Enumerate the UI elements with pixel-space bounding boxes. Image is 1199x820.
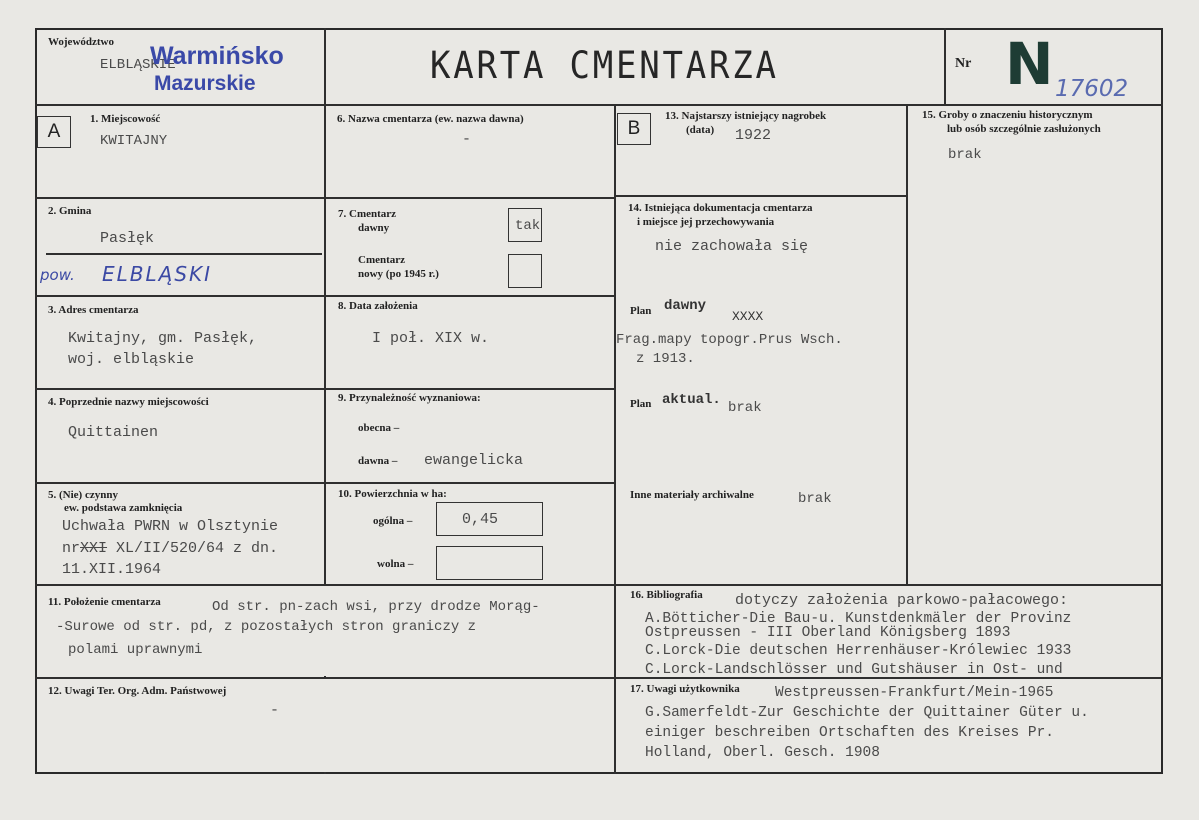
field-14-plan-struck: XXXX (732, 309, 764, 324)
field-14-plan2-value: brak (728, 400, 762, 416)
nr-number: 17602 (1055, 76, 1129, 102)
field-3-line2: woj. elbląskie (68, 351, 195, 368)
field-7-nowy-label2: nowy (po 1945 r.) (358, 268, 439, 280)
field-12-label: 12. Uwagi Ter. Org. Adm. Państwowej (48, 685, 227, 697)
rule (46, 253, 322, 255)
field-1-label: 1. Miejscowość (90, 113, 161, 125)
field-11-line1: Od str. pn-zach wsi, przy drodze Morąg- (212, 599, 540, 615)
field-16-intro: dotyczy założenia parkowo-pałacowego: (735, 592, 1069, 609)
field-9-obecna-label: obecna – (358, 422, 400, 434)
rule (35, 584, 1163, 586)
rule (35, 104, 1163, 106)
field-7-label1: 7. Cmentarz (338, 208, 397, 220)
field-16-line2: Ostpreussen - III Oberland Königsberg 1893 (645, 625, 1011, 641)
field-4-value: Quittainen (68, 424, 159, 441)
field-5-nr: nr (62, 540, 81, 557)
field-7-label2: dawny (358, 222, 390, 234)
field-14-plan2-overtype: aktual. (662, 392, 721, 408)
field-14-label2: i miejsce jej przechowywania (637, 216, 775, 228)
field-10-wolna-label: wolna – (377, 558, 414, 570)
field-14-plan-line1: Frag.mapy topogr.Prus Wsch. (616, 332, 843, 348)
wojewodztwo-typed: ELBLĄSKIE (100, 57, 176, 73)
field-15-value: brak (948, 147, 982, 163)
rule (35, 295, 615, 297)
field-8-label: 8. Data założenia (338, 300, 418, 312)
section-a-marker: A (37, 116, 71, 148)
field-11-line2: -Surowe od str. pd, z pozostałych stron graniczy z (56, 619, 477, 635)
field-5-line2 (62, 540, 278, 558)
field-16-line1: A.Bötticher-Die Bau-u. Kunstdenkmäler der Provinz (645, 611, 1072, 627)
field-5-label2: ew. podstawa zamknięcia (64, 502, 183, 514)
wojewodztwo-stamp-line2: Mazurskie (154, 72, 256, 95)
field-13-value: 1922 (735, 127, 772, 144)
spacer (323, 679, 327, 772)
field-16-line3: C.Lorck-Die deutschen Herrenhäuser-Królewiec 1933 (645, 643, 1072, 659)
field-17-line1: Westpreussen-Frankfurt/Mein-1965 (775, 685, 1054, 701)
field-10-ogolna-label: ogólna – (373, 515, 413, 527)
page-title: KARTA CMENTARZA (430, 44, 779, 87)
field-17-line3: einiger beschreiben Ortschaften des Kreises Pr. (645, 725, 1054, 741)
field-11-line3: polami uprawnymi (68, 642, 203, 658)
field-7-nowy-label1: Cmentarz (358, 254, 406, 266)
field-11-label: 11. Położenie cmentarza (48, 596, 161, 608)
rule (35, 197, 326, 199)
nr-letter-stamp: N (1005, 30, 1054, 98)
field-10-label: 10. Powierzchnia w ha: (338, 488, 447, 500)
field-14-value: nie zachowała się (655, 238, 809, 255)
rule (614, 104, 616, 774)
field-14-label1: 14. Istniejąca dokumentacja cmentarza (628, 202, 813, 214)
field-17-line4: Holland, Oberl. Gesch. 1908 (645, 745, 880, 761)
field-1-value: KWITAJNY (100, 133, 168, 149)
field-7-dawny-value: tak (515, 218, 541, 234)
rule (614, 195, 907, 197)
field-6-value: - (462, 131, 472, 148)
field-14-plan-overtype: dawny (664, 298, 707, 314)
wojewodztwo-stamp-line1: Warmińsko (150, 42, 284, 70)
rule (944, 28, 946, 105)
field-2-pow-value: ELBLĄSKI (102, 262, 213, 286)
field-5-number: XL/II/520/64 z dn. (107, 540, 279, 557)
field-9-dawna-value: ewangelicka (424, 452, 524, 469)
rule (35, 482, 615, 484)
rule (906, 104, 908, 584)
field-5-struck: XXI (80, 540, 108, 557)
field-9-label: 9. Przynależność wyznaniowa: (338, 392, 481, 404)
field-3-label: 3. Adres cmentarza (48, 304, 139, 316)
field-4-label: 4. Poprzednie nazwy miejscowości (48, 396, 209, 408)
field-3-line1: Kwitajny, gm. Pasłęk, (68, 330, 258, 347)
field-5-line1: Uchwała PWRN w Olsztynie (62, 518, 279, 535)
field-12-value: - (270, 702, 280, 719)
field-10-wolna-box (436, 546, 543, 580)
field-2-label: 2. Gmina (48, 205, 92, 217)
field-14-plan2-label: Plan (630, 398, 652, 410)
field-16-label: 16. Bibliografia (630, 589, 703, 601)
field-13-label2: (data) (686, 124, 715, 136)
wojewodztwo-label: Województwo (48, 36, 114, 48)
field-8-value: I poł. XIX w. (372, 330, 490, 347)
field-7-nowy-box (508, 254, 542, 288)
field-6-label: 6. Nazwa cmentarza (ew. nazwa dawna) (337, 113, 524, 125)
section-b-marker: B (617, 113, 651, 145)
field-2-pow-label: pow. (40, 266, 75, 284)
field-5-line3: 11.XII.1964 (62, 561, 162, 578)
field-14-plan-line2: z 1913. (636, 351, 695, 367)
field-15-label2: lub osób szczególnie zasłużonych (947, 123, 1101, 135)
field-16-line4: C.Lorck-Landschlösser und Gutshäuser in Ost- und (645, 662, 1063, 678)
field-13-label1: 13. Najstarszy istniejący nagrobek (665, 110, 827, 122)
field-14-plan-label: Plan (630, 305, 652, 317)
field-2-value: Pasłęk (100, 230, 155, 247)
field-10-ogolna-value: 0,45 (462, 511, 499, 528)
rule (324, 197, 615, 199)
field-15-label1: 15. Groby o znaczeniu historycznym (922, 109, 1093, 121)
field-5-label1: 5. (Nie) czynny (48, 489, 118, 501)
field-17-line2: G.Samerfeldt-Zur Geschichte der Quittainer Güter u. (645, 705, 1089, 721)
field-14-inne-label: Inne materiały archiwalne (630, 489, 754, 501)
field-14-inne-value: brak (798, 491, 832, 507)
rule (35, 388, 615, 390)
field-9-dawna-label: dawna – (358, 455, 398, 467)
field-17-label: 17. Uwagi użytkownika (630, 683, 740, 695)
nr-label: Nr (955, 56, 972, 71)
